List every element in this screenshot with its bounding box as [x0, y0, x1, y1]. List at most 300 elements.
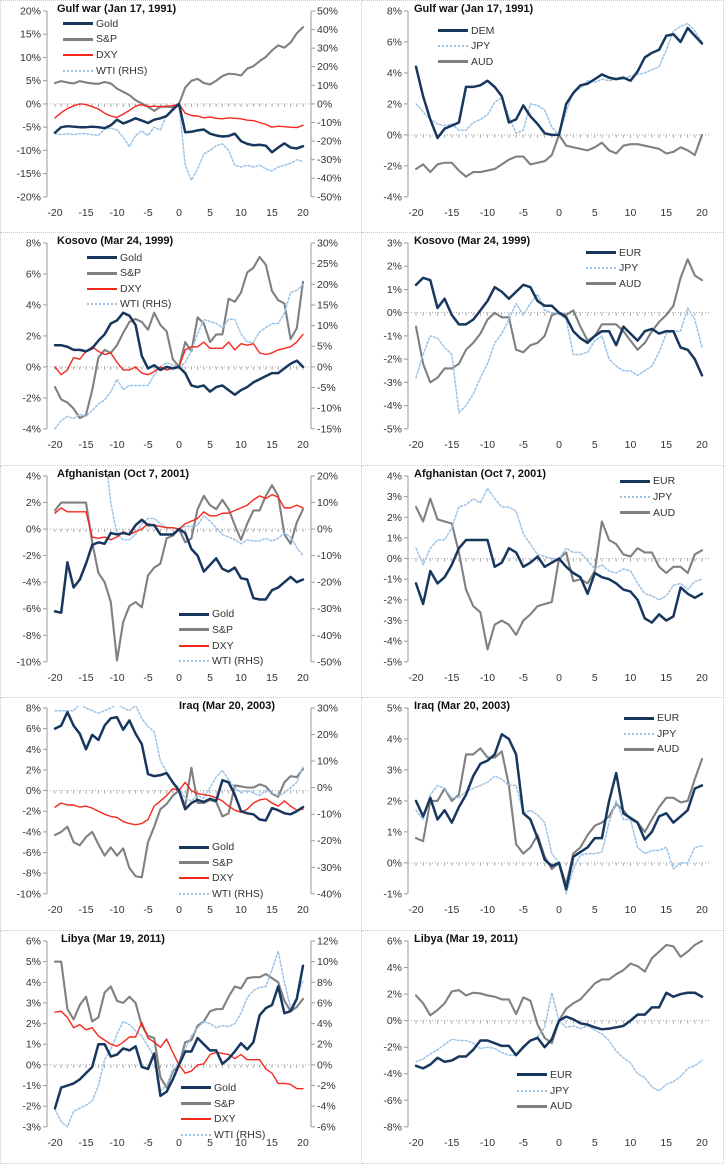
x-axis-tick-label: -20: [47, 439, 63, 451]
x-axis-tick-label: -10: [479, 207, 496, 219]
chart-title: Kosovo (Mar 24, 1999): [414, 234, 531, 247]
left-axis-tick-label: 4%: [25, 300, 41, 312]
legend-label: Gold: [212, 841, 235, 854]
left-axis-tick-label: -10%: [16, 889, 41, 901]
legend-item: [620, 489, 675, 505]
x-axis-tick-label: 15: [266, 207, 278, 219]
lightblue-line-swatch-icon: [517, 1090, 547, 1092]
chart-panel-libya-left: [0, 931, 362, 1164]
right-axis-tick-label: -15%: [317, 424, 342, 436]
legend-item: [517, 1098, 572, 1114]
gray-line-swatch-icon: [586, 282, 616, 285]
legend-item: [63, 47, 147, 63]
x-axis-tick-label: 10: [235, 1138, 247, 1149]
legend: [620, 474, 675, 521]
x-axis-tick-label: -10: [479, 905, 496, 917]
left-axis-tick-label: -3%: [383, 615, 402, 627]
left-axis-tick-label: -8%: [22, 630, 41, 642]
left-axis-tick-label: 20%: [20, 6, 41, 18]
legend-label: EUR: [657, 712, 680, 725]
right-axis-tick-label: 12%: [317, 936, 338, 948]
left-axis-tick-label: 2%: [386, 989, 402, 1001]
legend-label: JPY: [550, 1084, 570, 1097]
left-axis-tick-label: -6%: [22, 848, 41, 860]
legend-label: S&P: [120, 267, 142, 280]
series-line-wti: [55, 951, 303, 1127]
x-axis-tick-label: 10: [235, 905, 247, 917]
lightblue-line-swatch-icon: [438, 45, 468, 47]
right-axis-tick-label: -40%: [317, 889, 342, 901]
right-axis-tick-label: 20%: [317, 62, 338, 74]
chart-title: Gulf war (Jan 17, 1991): [57, 3, 177, 15]
left-axis-tick-label: 6%: [25, 936, 41, 948]
legend-item: [63, 16, 147, 32]
x-axis-tick-label: -10: [109, 1138, 125, 1149]
x-axis-tick-label: 20: [696, 207, 708, 219]
left-axis-tick-label: 2%: [25, 765, 41, 777]
right-axis-tick-label: -10%: [317, 117, 342, 129]
x-axis-tick-label: -15: [444, 1138, 460, 1149]
legend-label: JPY: [657, 727, 677, 740]
gray-line-swatch-icon: [517, 1105, 547, 1108]
legend-item: [179, 638, 263, 654]
right-axis-tick-label: 4%: [317, 1019, 333, 1031]
legend-item: [179, 607, 263, 623]
x-axis-tick-label: -5: [518, 672, 528, 684]
x-axis-tick-label: 15: [660, 905, 673, 917]
left-axis-tick-label: -1%: [383, 331, 402, 343]
gray-line-swatch-icon: [181, 1102, 211, 1105]
x-axis-tick-label: 20: [696, 439, 708, 451]
right-axis-tick-label: 5%: [317, 341, 333, 353]
x-axis-tick-label: -15: [444, 439, 460, 451]
legend-label: Gold: [214, 1081, 237, 1094]
red-line-swatch-icon: [63, 54, 93, 56]
x-axis-tick-label: -20: [408, 905, 424, 917]
legend-item: [63, 63, 147, 79]
left-axis-tick-label: 0%: [25, 99, 41, 111]
left-axis-tick-label: 4%: [25, 745, 41, 757]
legend-item: [179, 855, 263, 871]
legend-item: [624, 710, 679, 726]
navy-line-swatch-icon: [179, 613, 209, 616]
legend-item: [87, 297, 171, 313]
x-axis-tick-label: 5: [591, 672, 598, 684]
gray-line-swatch-icon: [438, 60, 468, 63]
x-axis-tick-label: -10: [109, 905, 125, 917]
legend-label: AUD: [657, 743, 680, 756]
x-axis-tick-label: -5: [143, 1138, 153, 1149]
series-line-eur: [416, 278, 702, 376]
x-axis-tick-label: -15: [444, 672, 460, 684]
left-axis-tick-label: -2%: [22, 1101, 41, 1113]
left-axis-tick-label: 15%: [20, 29, 41, 41]
x-axis-tick-label: -20: [408, 1138, 424, 1149]
right-axis-tick-label: -30%: [317, 603, 342, 615]
x-axis-tick-label: 5: [207, 207, 213, 219]
right-axis-tick-label: 0%: [317, 783, 333, 795]
left-axis-tick-label: 4%: [386, 68, 402, 80]
left-axis-tick-label: -6%: [383, 1095, 402, 1107]
series-line-wti: [55, 104, 303, 180]
x-axis-tick-label: -10: [479, 672, 496, 684]
right-axis-tick-label: 50%: [317, 6, 338, 18]
lightblue-line-swatch-icon: [179, 893, 209, 895]
right-axis-tick-label: 30%: [317, 703, 338, 715]
x-axis-tick-label: 0: [556, 672, 562, 684]
legend-label: AUD: [550, 1100, 573, 1113]
left-axis-tick-label: 4%: [25, 977, 41, 989]
left-axis-tick-label: -3%: [383, 377, 402, 389]
x-axis-tick-label: -10: [109, 207, 125, 219]
x-axis-tick-label: -10: [479, 439, 496, 451]
x-axis-tick-label: -5: [518, 905, 528, 917]
left-axis-tick-label: 1%: [25, 1039, 41, 1051]
left-axis-tick-label: -2%: [383, 161, 402, 173]
legend-item: [181, 1127, 265, 1143]
navy-line-swatch-icon: [179, 846, 209, 849]
x-axis-tick-label: -15: [78, 672, 94, 684]
chart-panel-afghan-right: [362, 466, 724, 699]
right-axis-tick-label: -5%: [317, 382, 336, 394]
x-axis-tick-label: 5: [207, 905, 213, 917]
x-axis-tick-label: 5: [591, 1138, 598, 1149]
left-axis-tick-label: 6%: [25, 724, 41, 736]
x-axis-tick-label: 20: [696, 1138, 708, 1149]
legend-item: [438, 54, 494, 70]
legend-item: [87, 250, 171, 266]
legend-item: [586, 245, 641, 261]
chart-title: Libya (Mar 19, 2011): [414, 933, 518, 946]
legend-label: DXY: [214, 1113, 236, 1126]
x-axis-tick-label: -5: [518, 439, 528, 451]
right-axis-tick-label: 30%: [317, 238, 338, 250]
red-line-swatch-icon: [181, 1118, 211, 1120]
chart-title: Iraq (Mar 20, 2003): [414, 700, 510, 713]
legend-label: JPY: [471, 40, 491, 53]
lightblue-line-swatch-icon: [181, 1134, 211, 1136]
chart-panel-iraq-right: [362, 698, 724, 931]
legend-label: WTI (RHS): [120, 298, 172, 311]
right-axis-tick-label: -2%: [317, 1081, 336, 1093]
x-axis-tick-label: -15: [78, 207, 94, 219]
left-axis-tick-label: -2%: [22, 550, 41, 562]
left-axis-tick-label: 1%: [386, 284, 402, 296]
x-axis-tick-label: 0: [176, 207, 182, 219]
legend-label: EUR: [550, 1068, 573, 1081]
left-axis-tick-label: -6%: [22, 603, 41, 615]
x-axis-tick-label: -20: [47, 207, 63, 219]
legend-item: [87, 281, 171, 297]
legend-label: WTI (RHS): [212, 655, 264, 668]
left-axis-tick-label: 0%: [25, 362, 41, 374]
right-axis-tick-label: 20%: [317, 730, 338, 742]
right-axis-tick-label: -10%: [317, 810, 342, 822]
left-axis-tick-label: 8%: [386, 6, 402, 18]
x-axis-tick-label: 15: [660, 207, 673, 219]
legend-label: AUD: [471, 55, 494, 68]
x-axis-tick-label: 5: [207, 1138, 213, 1149]
right-axis-tick-label: 6%: [317, 998, 333, 1010]
legend-label: WTI (RHS): [214, 1128, 266, 1141]
left-axis-tick-label: 2%: [386, 796, 402, 808]
left-axis-tick-label: -15%: [16, 169, 41, 181]
series-line-gold: [55, 519, 303, 612]
x-axis-tick-label: 10: [624, 1138, 637, 1149]
left-axis-tick-label: -4%: [383, 192, 402, 204]
legend-label: DEM: [471, 24, 495, 37]
left-axis-tick-label: 1%: [386, 533, 402, 545]
left-axis-tick-label: 6%: [386, 37, 402, 49]
legend-label: DXY: [212, 639, 234, 652]
x-axis-tick-label: -5: [143, 439, 153, 451]
x-axis-tick-label: 20: [297, 905, 309, 917]
left-axis-tick-label: 0%: [386, 858, 402, 870]
x-axis-tick-label: 20: [297, 1138, 309, 1149]
left-axis-tick-label: -1%: [22, 1081, 41, 1093]
x-axis-tick-label: -10: [109, 439, 125, 451]
series-line-eur: [416, 993, 702, 1069]
right-axis-tick-label: -20%: [317, 836, 342, 848]
legend-item: [179, 622, 263, 638]
gray-line-swatch-icon: [87, 272, 117, 275]
legend-item: [63, 32, 147, 48]
left-axis-tick-label: 2%: [386, 99, 402, 111]
legend: [438, 23, 494, 70]
right-axis-tick-label: 10%: [317, 320, 338, 332]
legend-item: [179, 839, 263, 855]
legend-item: [620, 474, 675, 490]
left-axis-tick-label: -8%: [383, 1122, 402, 1134]
x-axis-tick-label: 15: [266, 439, 278, 451]
left-axis-tick-label: 2%: [386, 512, 402, 524]
left-axis-tick-label: -2%: [383, 594, 402, 606]
navy-line-swatch-icon: [438, 29, 468, 32]
x-axis-tick-label: 15: [660, 1138, 673, 1149]
left-axis-tick-label: 10%: [20, 52, 41, 64]
legend: [179, 839, 263, 901]
left-axis-tick-label: 3%: [386, 765, 402, 777]
series-line-aud: [416, 135, 702, 177]
x-axis-tick-label: -15: [78, 905, 94, 917]
legend-item: [179, 871, 263, 887]
left-axis-tick-label: -8%: [22, 869, 41, 881]
plot-area-kosovo-left: [1, 233, 362, 466]
chart-panel-afghan-left: [0, 466, 362, 699]
x-axis-tick-label: 5: [207, 672, 213, 684]
legend-item: [517, 1083, 572, 1099]
left-axis-tick-label: -5%: [383, 424, 402, 436]
x-axis-tick-label: 10: [624, 905, 637, 917]
left-axis-tick-label: -2%: [22, 393, 41, 405]
plot-area-libya-right: [362, 931, 724, 1164]
series-line-dxy: [55, 1011, 303, 1088]
left-axis-tick-label: 2%: [25, 1019, 41, 1031]
plot-area-kosovo-right: [362, 233, 724, 466]
x-axis-tick-label: 10: [235, 672, 247, 684]
left-axis-tick-label: 5%: [386, 703, 402, 715]
x-axis-tick-label: -20: [408, 439, 424, 451]
x-axis-tick-label: -15: [78, 439, 94, 451]
right-axis-tick-label: 10%: [317, 497, 338, 509]
x-axis-tick-label: 15: [266, 672, 278, 684]
legend-label: DXY: [212, 872, 234, 885]
x-axis-tick-label: 20: [297, 207, 309, 219]
left-axis-tick-label: 2%: [25, 497, 41, 509]
legend-label: AUD: [619, 277, 642, 290]
legend-label: S&P: [212, 856, 234, 869]
left-axis-tick-label: 4%: [386, 963, 402, 975]
left-axis-tick-label: -4%: [22, 424, 41, 436]
x-axis-tick-label: 20: [696, 672, 708, 684]
series-line-aud: [416, 259, 702, 382]
legend: [181, 1080, 265, 1142]
legend-item: [181, 1080, 265, 1096]
navy-line-swatch-icon: [87, 256, 117, 259]
x-axis-tick-label: 0: [176, 1138, 182, 1149]
left-axis-tick-label: -4%: [22, 827, 41, 839]
lightblue-line-swatch-icon: [179, 660, 209, 662]
legend-item: [179, 886, 263, 902]
legend-label: WTI (RHS): [96, 64, 148, 77]
chart-title: Libya (Mar 19, 2011): [61, 933, 165, 946]
legend-label: Gold: [212, 608, 235, 621]
right-axis-tick-label: 8%: [317, 977, 333, 989]
navy-line-swatch-icon: [586, 251, 616, 254]
lightblue-line-swatch-icon: [87, 303, 117, 305]
legend-item: [517, 1067, 572, 1083]
right-axis-tick-label: 25%: [317, 258, 338, 270]
x-axis-tick-label: 15: [660, 439, 673, 451]
right-axis-tick-label: 10%: [317, 756, 338, 768]
x-axis-tick-label: 0: [176, 672, 182, 684]
x-axis-tick-label: 10: [624, 672, 637, 684]
left-axis-tick-label: 2%: [25, 331, 41, 343]
x-axis-tick-label: 0: [556, 439, 562, 451]
lightblue-line-swatch-icon: [624, 733, 654, 735]
left-axis-tick-label: -2%: [383, 354, 402, 366]
left-axis-tick-label: -1%: [383, 889, 402, 901]
legend-label: Gold: [96, 17, 119, 30]
lightblue-line-swatch-icon: [63, 70, 93, 72]
left-axis-tick-label: 1%: [386, 827, 402, 839]
left-axis-tick-label: 4%: [25, 471, 41, 483]
legend: [624, 710, 679, 757]
legend-item: [620, 505, 675, 521]
right-axis-tick-label: 10%: [317, 957, 338, 969]
legend-label: EUR: [619, 246, 642, 259]
x-axis-tick-label: 5: [591, 439, 598, 451]
left-axis-tick-label: -3%: [22, 1122, 41, 1134]
series-line-aud: [416, 941, 702, 1043]
x-axis-tick-label: 15: [660, 672, 673, 684]
red-line-swatch-icon: [179, 645, 209, 647]
legend-label: JPY: [653, 490, 673, 503]
left-axis-tick-label: 0%: [386, 1016, 402, 1028]
left-axis-tick-label: -4%: [383, 400, 402, 412]
left-axis-tick-label: 3%: [25, 998, 41, 1010]
right-axis-tick-label: -20%: [317, 136, 342, 148]
lightblue-line-swatch-icon: [620, 496, 650, 498]
left-axis-tick-label: 0%: [25, 786, 41, 798]
right-axis-tick-label: 0%: [317, 524, 333, 536]
series-line-dxy: [55, 494, 303, 539]
left-axis-tick-label: 0%: [386, 553, 402, 565]
x-axis-tick-label: -20: [408, 207, 424, 219]
chart-title: Kosovo (Mar 24, 1999): [57, 234, 174, 247]
navy-line-swatch-icon: [181, 1086, 211, 1089]
legend-label: S&P: [212, 623, 234, 636]
right-axis-tick-label: 10%: [317, 80, 338, 92]
legend-label: AUD: [653, 506, 676, 519]
left-axis-tick-label: -5%: [22, 122, 41, 134]
right-axis-tick-label: -40%: [317, 630, 342, 642]
right-axis-tick-label: 15%: [317, 300, 338, 312]
left-axis-tick-label: -10%: [16, 145, 41, 157]
left-axis-tick-label: 3%: [386, 491, 402, 503]
right-axis-tick-label: -30%: [317, 155, 342, 167]
left-axis-tick-label: -4%: [383, 636, 402, 648]
right-axis-tick-label: 30%: [317, 43, 338, 55]
legend: [87, 250, 171, 312]
navy-line-swatch-icon: [620, 480, 650, 483]
legend-label: JPY: [619, 262, 639, 275]
gray-line-swatch-icon: [620, 511, 650, 514]
x-axis-tick-label: 10: [235, 439, 247, 451]
right-axis-tick-label: 0%: [317, 1060, 333, 1072]
left-axis-tick-label: 2%: [386, 261, 402, 273]
series-line-eur: [416, 735, 702, 890]
navy-line-swatch-icon: [517, 1073, 547, 1076]
left-axis-tick-label: -2%: [22, 807, 41, 819]
right-axis-tick-label: 20%: [317, 471, 338, 483]
legend-label: S&P: [214, 1097, 236, 1110]
right-axis-tick-label: 40%: [317, 25, 338, 37]
chart-panel-kosovo-left: [0, 233, 362, 466]
x-axis-tick-label: -5: [143, 905, 153, 917]
right-axis-tick-label: -40%: [317, 173, 342, 185]
right-axis-tick-label: -10%: [317, 403, 342, 415]
legend-label: WTI (RHS): [212, 887, 264, 900]
x-axis-tick-label: 5: [591, 207, 598, 219]
legend-item: [586, 260, 641, 276]
chart-panel-libya-right: [362, 931, 724, 1164]
plot-area-gulf-left: [1, 1, 362, 233]
right-axis-tick-label: -50%: [317, 656, 342, 668]
left-axis-tick-label: 8%: [25, 703, 41, 715]
series-line-gold: [55, 712, 303, 820]
legend-item: [438, 23, 494, 39]
x-axis-tick-label: 5: [591, 905, 598, 917]
chart-title: Iraq (Mar 20, 2003): [179, 700, 275, 713]
left-axis-tick-label: -20%: [16, 192, 41, 204]
gray-line-swatch-icon: [179, 628, 209, 631]
left-axis-tick-label: -5%: [383, 656, 402, 668]
legend: [517, 1067, 572, 1114]
left-axis-tick-label: 0%: [25, 1060, 41, 1072]
x-axis-tick-label: -5: [518, 207, 528, 219]
left-axis-tick-label: 5%: [25, 76, 41, 88]
left-axis-tick-label: 0%: [386, 307, 402, 319]
x-axis-tick-label: -10: [479, 1138, 496, 1149]
x-axis-tick-label: 20: [297, 439, 309, 451]
navy-line-swatch-icon: [63, 22, 93, 25]
x-axis-tick-label: -20: [47, 672, 63, 684]
left-axis-tick-label: -4%: [383, 1069, 402, 1081]
x-axis-tick-label: 0: [556, 905, 562, 917]
gray-line-swatch-icon: [63, 38, 93, 41]
x-axis-tick-label: 20: [696, 905, 708, 917]
